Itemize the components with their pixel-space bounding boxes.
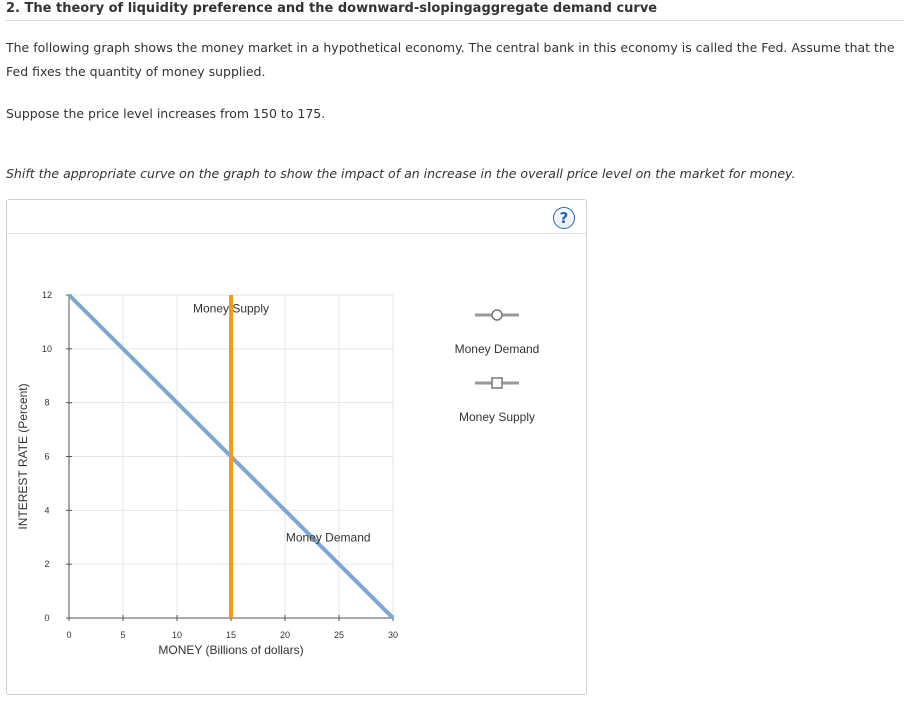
question-intro: The following graph shows the money market in a hypothetical economy. The central bank in this economy is called the Fed. Assume that the Fed fixes the quantity of money supplied. [6, 40, 895, 79]
y-tick-label-0: 0 [44, 613, 50, 623]
x-tick-label-5: 5 [120, 630, 126, 640]
legend-money-supply-square-handle[interactable] [492, 378, 502, 388]
money-supply-curve-label: Money Supply [192, 301, 270, 316]
title-divider [5, 20, 904, 21]
x-axis-label: MONEY (Billions of dollars) [158, 643, 304, 657]
x-tick-label-25: 25 [333, 630, 345, 640]
legend-money-demand-circle-handle[interactable] [492, 310, 502, 320]
question-title: 2. The theory of liquidity preference and the downward-slopingaggregate demand curve [6, 1, 658, 16]
y-tick-label-6: 6 [44, 451, 50, 462]
y-axis-label: INTEREST RATE (Percent) [16, 383, 30, 530]
y-tick-label-4: 4 [44, 505, 50, 516]
x-tick-label-0: 0 [66, 630, 72, 640]
help-icon[interactable]: ? [553, 207, 575, 229]
money-demand-curve-label: Money Demand [285, 530, 371, 545]
x-tick-label-20: 20 [279, 630, 291, 640]
question-scenario: Suppose the price level increases from 150 to 175. [6, 106, 326, 121]
y-tick-label-12: 12 [41, 290, 53, 300]
legend-money-demand-label: Money Demand [454, 342, 540, 356]
y-tick-label-10: 10 [41, 343, 53, 354]
x-tick-label-30: 30 [387, 630, 399, 640]
money-market-chart [7, 200, 586, 694]
x-tick-label-10: 10 [171, 630, 183, 640]
y-tick-label-2: 2 [44, 559, 50, 570]
x-tick-label-15: 15 [225, 630, 237, 640]
graph-panel [6, 199, 587, 695]
legend-money-supply-label: Money Supply [458, 410, 536, 424]
y-tick-label-8: 8 [44, 397, 50, 408]
question-instruction: Shift the appropriate curve on the graph to show the impact of an increase in the overall price level on the market for money. [6, 166, 796, 181]
